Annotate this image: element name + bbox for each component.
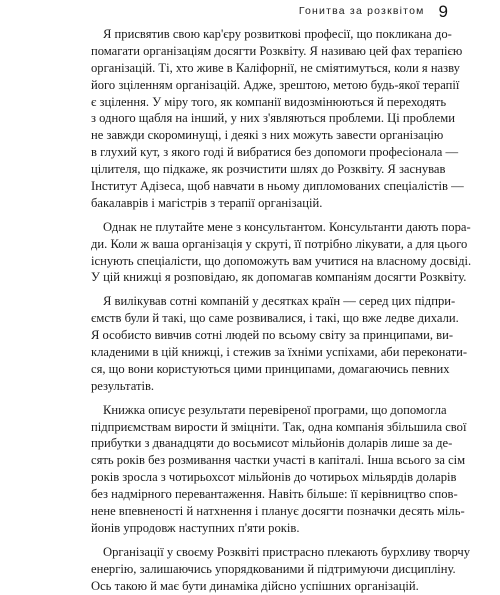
text-line: Організації у своєму Розквіті пристрасно плекають бурхливу творчу — [103, 544, 471, 559]
text-line: Я присвятив свою кар'єру розвиткові професії, що покликана до- — [103, 27, 452, 41]
text-line: підприємствам вирости й зміцніти. Так, одна компанія збільшила свої — [91, 419, 467, 434]
text-line: ди. Коли ж ваша організація у скруті, її потрібно лікувати, а для цього — [91, 236, 468, 251]
paragraph — [91, 544, 471, 595]
text-line: йонів упродовж наступних п'яти років. — [91, 520, 300, 535]
text-line: Я особисто вивчив сотні людей по всьому світу за принципами, ви- — [91, 328, 454, 343]
text-line: нене впевненості й натхнення і планує досягти позначки десять міль- — [91, 504, 465, 519]
text-line: прибутки з дванадцяти до восьмисот мільйонів доларів лише за де- — [91, 436, 453, 451]
text-line: з одного щабля на інший, у них з'являються проблеми. Ці проблеми — [91, 111, 455, 126]
paragraph-gap — [91, 212, 416, 219]
text-line: ємств були й такі, що саме розвивалися, і такі, що вже ледве дихали. — [91, 311, 459, 326]
text-line: цілителя, що підкаже, як розчистити шлях до Розквіту. Я заснував — [91, 162, 446, 177]
text-line: в глухий кут, з якого годі й вибратися без допомоги професіонала — — [91, 145, 459, 160]
running-head — [299, 2, 448, 22]
text-line: Однак не плутайте мене з консультантом. Консультанти дають пора- — [103, 219, 471, 234]
text-line: без надмірного перевантаження. Навіть більше: її керівництво спов- — [91, 487, 458, 502]
running-head-title: Гонитва за розквітом — [298, 5, 425, 17]
text-line: бакалаврів і магістрів з терапії організацій. — [91, 195, 323, 210]
text-line: його зціленням організацій. Адже, зрештою, метою будь-якої терапії — [91, 77, 460, 92]
paragraph — [91, 26, 464, 212]
paragraph-gap — [91, 395, 416, 402]
paragraph — [91, 293, 468, 394]
page-number: 9 — [438, 2, 448, 21]
text-line: результатів. — [91, 378, 155, 393]
text-line: існують спеціалісти, що допоможуть вам учитися на власному досвіді. — [91, 253, 472, 268]
text-line: організацій. Ті, хто живе в Каліфорнії, не сміятимуться, коли я назву — [91, 60, 460, 75]
paragraph-gap — [91, 286, 416, 293]
text-line: сять років без розмивання частки участі в капіталі. Інша всього за сім — [91, 453, 466, 468]
text-line: Ось такою й має бути динаміка дійсно успішних організацій. — [91, 578, 419, 593]
text-line: У цій книжці я розповідаю, як допомагав компаніям досягти Розквіту. — [91, 270, 467, 285]
text-line: є зцілення. У міру того, як компанії видозмінюються й переходять — [91, 94, 447, 109]
text-line: помагати організаціям досягти Розквіту. Я називаю цей фах терапією — [91, 43, 463, 58]
paragraph — [91, 402, 467, 537]
body-text — [91, 26, 472, 595]
text-line: ся, що вони користуються цими принципами, домагаючись певних — [91, 361, 450, 376]
paragraph — [91, 219, 472, 287]
text-line: Книжка описує результати перевіреної програми, що допомогла — [103, 402, 447, 417]
text-line: Я вилікував сотні компаній у десятках країн — серед цих підпри- — [103, 294, 456, 309]
text-line: Інститут Адізеса, щоб навчати в ньому дипломованих спеціалістів — — [91, 179, 464, 194]
text-line: кладеними в цій книжці, і стежив за їхніми успіхами, аби переконати- — [91, 345, 468, 360]
paragraph-gap — [91, 537, 416, 544]
text-line: років зросла з чотирьохсот мільйонів до чотирьох мільярдів доларів — [91, 470, 457, 485]
text-line: не завжди скороминущі, і деякі з них можуть завести організацію — [91, 128, 444, 143]
text-line: енергію, залишаючись упорядкованими й підтримуючи дисципліну. — [91, 561, 456, 576]
